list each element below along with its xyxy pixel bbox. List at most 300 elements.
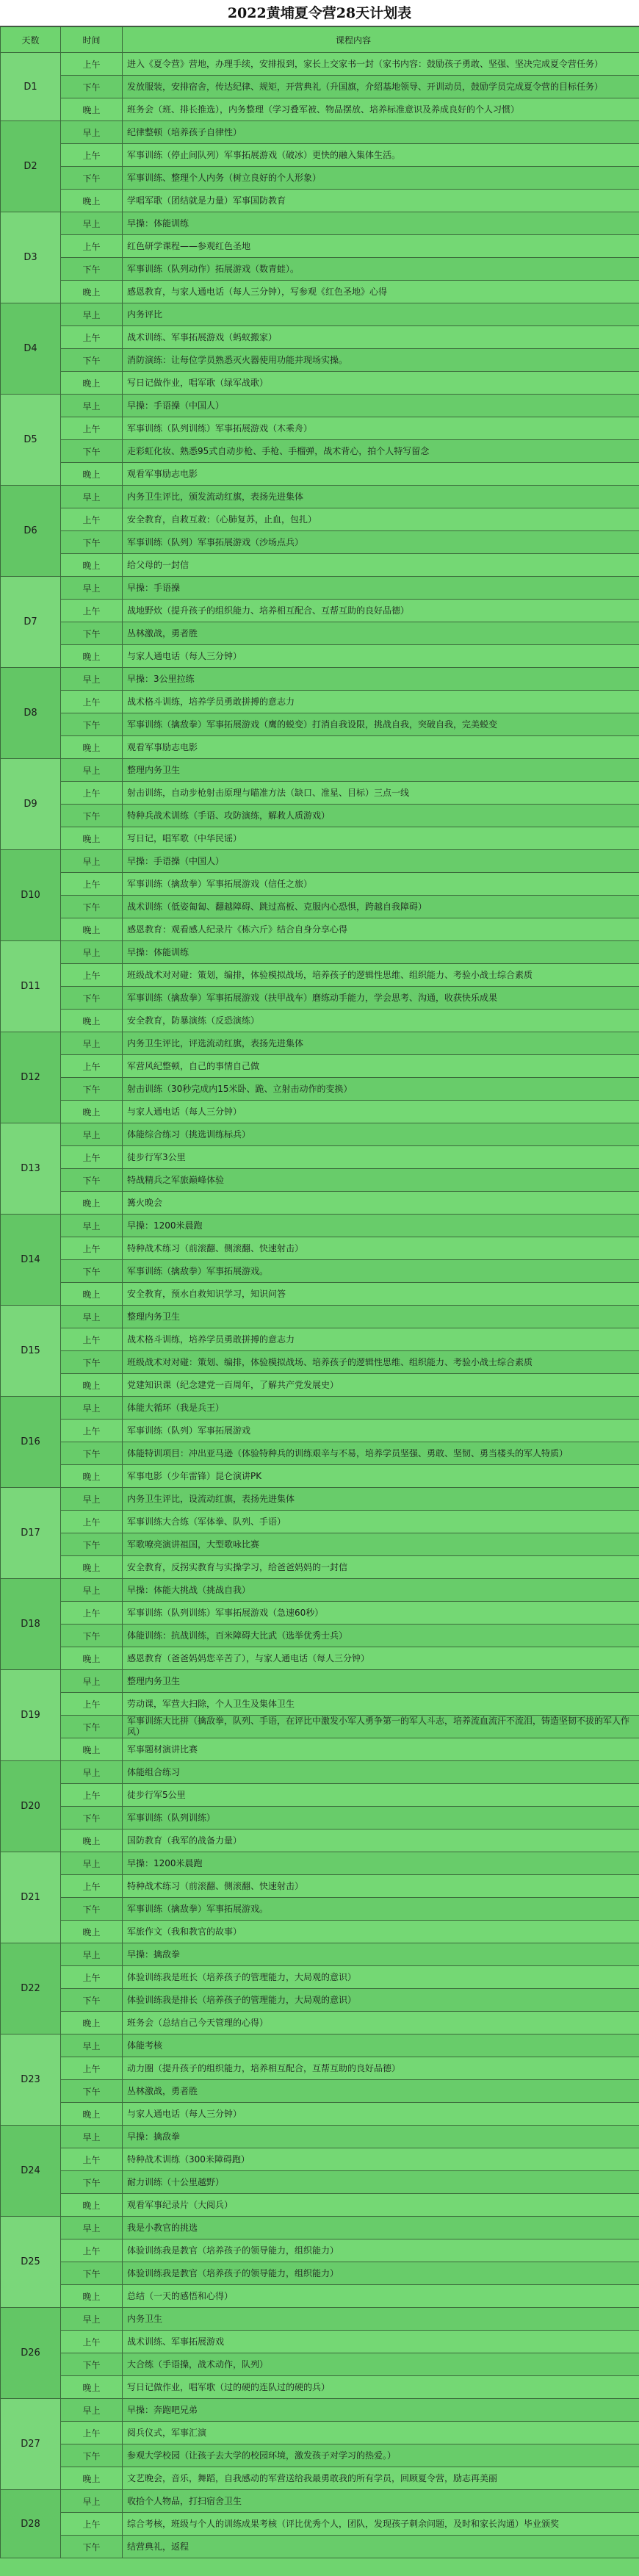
- table-row: [1, 645, 639, 668]
- time-slot-cell: 晚上: [61, 2376, 123, 2399]
- table-row: [1, 2536, 639, 2558]
- time-slot-cell: 晚上: [61, 2012, 123, 2034]
- course-content-cell: 军事训练（擒敌拳）军事拓展游戏（鹰的蜕变）打消自我设限，挑战自我，突破自我，完美蜕变: [123, 713, 639, 736]
- time-slot-cell: 下午: [61, 1625, 123, 1647]
- time-slot-cell: 上午: [61, 235, 123, 258]
- table-header: [1, 27, 639, 53]
- time-slot-cell: 下午: [61, 1442, 123, 1465]
- day-cell: D12: [1, 1032, 61, 1123]
- table-row: [1, 1693, 639, 1716]
- table-row: [1, 1215, 639, 1237]
- table-row: [1, 2103, 639, 2126]
- course-content-cell: 军事电影（少年雷锋）昆仑演讲PK: [123, 1465, 639, 1488]
- course-content-cell: 与家人通电话（每人三分钟）: [123, 1101, 639, 1123]
- time-slot-cell: 晚上: [61, 281, 123, 303]
- table-row: [1, 622, 639, 645]
- course-content-cell: 整理内务卫生: [123, 1306, 639, 1328]
- table-row: [1, 2034, 639, 2057]
- course-content-cell: 观看军事励志电影: [123, 463, 639, 486]
- course-content-cell: 国防教育（我军的战备力量）: [123, 1830, 639, 1852]
- course-content-cell: 整理内务卫生: [123, 1670, 639, 1693]
- table-row: [1, 76, 639, 98]
- day-cell: D2: [1, 121, 61, 212]
- time-slot-cell: 晚上: [61, 1830, 123, 1852]
- course-content-cell: 军事训练（队列）军事拓展游戏: [123, 1420, 639, 1442]
- course-content-cell: 军事训练（擒敌拳）军事拓展游戏。: [123, 1898, 639, 1921]
- table-row: [1, 2376, 639, 2399]
- course-content-cell: 丛林激战，勇者胜: [123, 2080, 639, 2103]
- day-cell: D5: [1, 395, 61, 486]
- schedule-table: [0, 26, 639, 2558]
- time-slot-cell: 早上: [61, 395, 123, 417]
- time-slot-cell: 晚上: [61, 1647, 123, 1670]
- course-content-cell: 进入《夏令营》营地，办理手续，安排报到，家长上交家书一封（家书内容：鼓励孩子勇敢、坚强、坚决完成夏令营任务）: [123, 53, 639, 76]
- course-content-cell: 军事训练（擒敌拳）军事拓展游戏（扶甲战车）磨练动手能力，学会思考、沟通，收获快乐成果: [123, 987, 639, 1010]
- time-slot-cell: 晚上: [61, 554, 123, 577]
- day-cell: D3: [1, 212, 61, 303]
- time-slot-cell: 上午: [61, 326, 123, 349]
- course-content-cell: 内务卫生评比，评选流动红旗，表扬先进集体: [123, 1032, 639, 1055]
- course-content-cell: 战术格斗训练，培养学员勇敢拼搏的意志力: [123, 1328, 639, 1351]
- time-slot-cell: 早上: [61, 486, 123, 508]
- table-row: [1, 941, 639, 964]
- table-row: [1, 53, 639, 76]
- time-slot-cell: 晚上: [61, 2285, 123, 2308]
- time-slot-cell: 上午: [61, 2513, 123, 2536]
- table-row: [1, 2422, 639, 2444]
- table-row: [1, 235, 639, 258]
- course-content-cell: 体验训练我是班长（培养孩子的管理能力，大局观的意识）: [123, 1966, 639, 1989]
- table-row: [1, 805, 639, 827]
- day-cell: D8: [1, 668, 61, 759]
- day-cell: D7: [1, 577, 61, 668]
- table-row: [1, 212, 639, 235]
- course-content-cell: 军事训练（擒敌拳）军事拓展游戏（信任之旅）: [123, 873, 639, 896]
- table-row: [1, 577, 639, 600]
- table-row: [1, 2353, 639, 2376]
- time-slot-cell: 下午: [61, 805, 123, 827]
- course-content-cell: 体能训练：抗战训练，百米障碍大比武（选举优秀士兵）: [123, 1625, 639, 1647]
- table-row: [1, 1511, 639, 1533]
- time-slot-cell: 上午: [61, 1511, 123, 1533]
- time-slot-cell: 下午: [61, 2080, 123, 2103]
- course-content-cell: 学唱军歌（团结就是力量）军事国防教育: [123, 190, 639, 212]
- time-slot-cell: 上午: [61, 2331, 123, 2353]
- header-day: 天数: [1, 27, 61, 53]
- course-content-cell: 徒步行军5公里: [123, 1784, 639, 1807]
- table-row: [1, 1738, 639, 1761]
- time-slot-cell: 上午: [61, 1146, 123, 1169]
- time-slot-cell: 上午: [61, 53, 123, 76]
- course-content-cell: 特种兵战术训练（手语、攻防演练，解救人质游戏）: [123, 805, 639, 827]
- time-slot-cell: 晚上: [61, 1374, 123, 1397]
- day-cell: D23: [1, 2034, 61, 2126]
- time-slot-cell: 下午: [61, 1807, 123, 1830]
- time-slot-cell: 晚上: [61, 98, 123, 121]
- table-row: [1, 2057, 639, 2080]
- table-row: [1, 372, 639, 395]
- time-slot-cell: 上午: [61, 1602, 123, 1625]
- course-content-cell: 写日记做作业，唱军歌（绿军战歌）: [123, 372, 639, 395]
- header-slot: 时间: [61, 27, 123, 53]
- course-content-cell: 观看军事励志电影: [123, 736, 639, 759]
- time-slot-cell: 下午: [61, 1533, 123, 1556]
- table-row: [1, 2126, 639, 2148]
- course-content-cell: 大合练（手语操，战术动作，队列）: [123, 2353, 639, 2376]
- table-row: [1, 463, 639, 486]
- table-row: [1, 554, 639, 577]
- table-row: [1, 1898, 639, 1921]
- table-row: [1, 1374, 639, 1397]
- time-slot-cell: 早上: [61, 2126, 123, 2148]
- time-slot-cell: 早上: [61, 941, 123, 964]
- course-content-cell: 劳动课，军营大扫除，个人卫生及集体卫生: [123, 1693, 639, 1716]
- course-content-cell: 军营风纪整顿，自己的事情自己做: [123, 1055, 639, 1078]
- time-slot-cell: 早上: [61, 2034, 123, 2057]
- time-slot-cell: 晚上: [61, 1283, 123, 1306]
- time-slot-cell: 早上: [61, 759, 123, 782]
- day-cell: D24: [1, 2126, 61, 2217]
- course-content-cell: 特种战术练习（前滚翻、侧滚翻、快速射击）: [123, 1237, 639, 1260]
- course-content-cell: 军事训练大合练（军体拳、队列、手语）: [123, 1511, 639, 1533]
- day-cell: D22: [1, 1943, 61, 2034]
- course-content-cell: 班级战术对对碰：策划、编排，体验模拟战场、培养孩子的逻辑性思维、组织能力、考验小战士综合素质: [123, 1351, 639, 1374]
- course-content-cell: 体能考核: [123, 2034, 639, 2057]
- table-row: [1, 918, 639, 941]
- table-row: [1, 2080, 639, 2103]
- table-row: [1, 395, 639, 417]
- table-row: [1, 417, 639, 440]
- time-slot-cell: 早上: [61, 2490, 123, 2513]
- time-slot-cell: 下午: [61, 167, 123, 190]
- table-row: [1, 691, 639, 713]
- time-slot-cell: 早上: [61, 2308, 123, 2331]
- day-cell: D10: [1, 850, 61, 941]
- course-content-cell: 安全教育，防暴演练（反恐演练）: [123, 1010, 639, 1032]
- table-row: [1, 2285, 639, 2308]
- time-slot-cell: 上午: [61, 144, 123, 167]
- table-row: [1, 2239, 639, 2262]
- course-content-cell: 特战精兵之军旅巅峰体验: [123, 1169, 639, 1192]
- table-row: [1, 440, 639, 463]
- course-content-cell: 特种战术训练（300米障碍跑）: [123, 2148, 639, 2171]
- time-slot-cell: 早上: [61, 1852, 123, 1875]
- time-slot-cell: 上午: [61, 1328, 123, 1351]
- course-content-cell: 军事训练（队列动作）拓展游戏（数青蛙）。: [123, 258, 639, 281]
- course-content-cell: 与家人通电话（每人三分钟）: [123, 645, 639, 668]
- time-slot-cell: 下午: [61, 622, 123, 645]
- table-row: [1, 98, 639, 121]
- time-slot-cell: 上午: [61, 2148, 123, 2171]
- time-slot-cell: 晚上: [61, 1738, 123, 1761]
- day-cell: D4: [1, 303, 61, 395]
- day-cell: D11: [1, 941, 61, 1032]
- course-content-cell: 早操：擒敌拳: [123, 1943, 639, 1966]
- table-row: [1, 827, 639, 850]
- table-row: [1, 668, 639, 691]
- course-content-cell: 早操：手语操（中国人）: [123, 395, 639, 417]
- table-row: [1, 2308, 639, 2331]
- time-slot-cell: 早上: [61, 1397, 123, 1420]
- table-row: [1, 1602, 639, 1625]
- table-row: [1, 1078, 639, 1101]
- day-cell: D14: [1, 1215, 61, 1306]
- table-row: [1, 144, 639, 167]
- day-cell: D21: [1, 1852, 61, 1943]
- time-slot-cell: 上午: [61, 1875, 123, 1898]
- time-slot-cell: 晚上: [61, 2194, 123, 2217]
- course-content-cell: 体能大循环（我是兵王）: [123, 1397, 639, 1420]
- course-content-cell: 班务会（总结自己今天管理的心得）: [123, 2012, 639, 2034]
- course-content-cell: 体能综合练习（挑选训练标兵）: [123, 1123, 639, 1146]
- course-content-cell: 感恩教育：观看感人纪录片《栋六斤》结合自身分享心得: [123, 918, 639, 941]
- table-row: [1, 1647, 639, 1670]
- day-cell: D28: [1, 2490, 61, 2558]
- table-row: [1, 1351, 639, 1374]
- table-row: [1, 1192, 639, 1215]
- course-content-cell: 观看军事纪录片（大阅兵）: [123, 2194, 639, 2217]
- table-row: [1, 782, 639, 805]
- course-content-cell: 篝火晚会: [123, 1192, 639, 1215]
- table-body: [1, 53, 639, 2558]
- day-cell: D9: [1, 759, 61, 850]
- time-slot-cell: 下午: [61, 987, 123, 1010]
- table-row: [1, 1420, 639, 1442]
- time-slot-cell: 下午: [61, 440, 123, 463]
- course-content-cell: 射击训练（30秒完成内15米卧、跪、立射击动作的变换）: [123, 1078, 639, 1101]
- course-content-cell: 安全教育，自救互救：（心肺复苏，止血，包扎）: [123, 508, 639, 531]
- time-slot-cell: 早上: [61, 121, 123, 144]
- course-content-cell: 军事训练大比拼（擒敌拳，队列、手语，在评比中激发小军人勇争第一的军人斗志，培养流血流汗不流泪，铸造坚韧不拔的军人作风）: [123, 1716, 639, 1738]
- time-slot-cell: 早上: [61, 1488, 123, 1511]
- time-slot-cell: 上午: [61, 873, 123, 896]
- course-content-cell: 体能组合练习: [123, 1761, 639, 1784]
- course-content-cell: 写日记做作业，唱军歌（过的硬的连队过的硬的兵）: [123, 2376, 639, 2399]
- table-row: [1, 326, 639, 349]
- table-row: [1, 1055, 639, 1078]
- time-slot-cell: 早上: [61, 1943, 123, 1966]
- table-row: [1, 759, 639, 782]
- time-slot-cell: 晚上: [61, 918, 123, 941]
- time-slot-cell: 晚上: [61, 1465, 123, 1488]
- table-row: [1, 1328, 639, 1351]
- time-slot-cell: 晚上: [61, 2103, 123, 2126]
- table-row: [1, 121, 639, 144]
- day-cell: D17: [1, 1488, 61, 1579]
- table-row: [1, 2194, 639, 2217]
- time-slot-cell: 晚上: [61, 827, 123, 850]
- course-content-cell: 早操：手语操: [123, 577, 639, 600]
- table-row: [1, 1123, 639, 1146]
- course-content-cell: 早操：体能训练: [123, 212, 639, 235]
- table-row: [1, 1807, 639, 1830]
- table-row: [1, 258, 639, 281]
- course-content-cell: 红色研学课程——参观红色圣地: [123, 235, 639, 258]
- course-content-cell: 整理内务卫生: [123, 759, 639, 782]
- time-slot-cell: 下午: [61, 713, 123, 736]
- table-row: [1, 1989, 639, 2012]
- day-cell: D1: [1, 53, 61, 121]
- course-content-cell: 军旅作文（我和教官的故事）: [123, 1921, 639, 1943]
- table-row: [1, 1283, 639, 1306]
- table-row: [1, 1488, 639, 1511]
- time-slot-cell: 下午: [61, 2353, 123, 2376]
- course-content-cell: 文艺晚会，音乐，舞蹈，自我感动的军营送给我最勇敢我的所有学员，回顾夏令营，励志再美丽: [123, 2467, 639, 2490]
- course-content-cell: 战地野炊（提升孩子的组织能力、培养相互配合、互帮互助的良好品德）: [123, 600, 639, 622]
- table-row: [1, 1260, 639, 1283]
- time-slot-cell: 早上: [61, 1670, 123, 1693]
- table-row: [1, 303, 639, 326]
- table-row: [1, 1397, 639, 1420]
- time-slot-cell: 下午: [61, 1078, 123, 1101]
- course-content-cell: 纪律整顿（培养孩子自律性）: [123, 121, 639, 144]
- table-row: [1, 1852, 639, 1875]
- table-row: [1, 987, 639, 1010]
- time-slot-cell: 晚上: [61, 1010, 123, 1032]
- time-slot-cell: 上午: [61, 964, 123, 987]
- time-slot-cell: 上午: [61, 691, 123, 713]
- time-slot-cell: 晚上: [61, 1921, 123, 1943]
- table-row: [1, 2217, 639, 2239]
- time-slot-cell: 早上: [61, 1215, 123, 1237]
- table-row: [1, 964, 639, 987]
- table-row: [1, 1010, 639, 1032]
- course-content-cell: 射击训练，自动步枪射击原理与瞄准方法（缺口、准星、目标）三点一线: [123, 782, 639, 805]
- course-content-cell: 体验训练我是排长（培养孩子的管理能力，大局观的意识）: [123, 1989, 639, 2012]
- time-slot-cell: 下午: [61, 1260, 123, 1283]
- time-slot-cell: 早上: [61, 2217, 123, 2239]
- day-cell: D18: [1, 1579, 61, 1670]
- course-content-cell: 党建知识课（纪念建党一百周年，了解共产党发展史）: [123, 1374, 639, 1397]
- table-row: [1, 2513, 639, 2536]
- time-slot-cell: 早上: [61, 2399, 123, 2422]
- table-row: [1, 2331, 639, 2353]
- course-content-cell: 早操：3公里拉练: [123, 668, 639, 691]
- time-slot-cell: 下午: [61, 1351, 123, 1374]
- course-content-cell: 军事训练（队列训练）军事拓展游戏（急速60秒）: [123, 1602, 639, 1625]
- course-content-cell: 早操：奔跑吧兄弟: [123, 2399, 639, 2422]
- time-slot-cell: 上午: [61, 600, 123, 622]
- table-row: [1, 281, 639, 303]
- table-row: [1, 531, 639, 554]
- course-content-cell: 安全教育，反拐实教育与实操学习，给爸爸妈妈的一封信: [123, 1556, 639, 1579]
- time-slot-cell: 下午: [61, 76, 123, 98]
- time-slot-cell: 上午: [61, 2239, 123, 2262]
- table-row: [1, 167, 639, 190]
- table-row: [1, 1670, 639, 1693]
- course-content-cell: 给父母的一封信: [123, 554, 639, 577]
- course-content-cell: 军事训练（队列）军事拓展游戏（沙场点兵）: [123, 531, 639, 554]
- day-cell: D26: [1, 2308, 61, 2399]
- course-content-cell: 早操：手语操（中国人）: [123, 850, 639, 873]
- table-row: [1, 1579, 639, 1602]
- time-slot-cell: 早上: [61, 668, 123, 691]
- course-content-cell: 军事训练（队列训练）: [123, 1807, 639, 1830]
- table-row: [1, 2171, 639, 2194]
- time-slot-cell: 上午: [61, 417, 123, 440]
- table-row: [1, 1761, 639, 1784]
- course-content-cell: 体能特训项目：冲出亚马逊（体验特种兵的训练艰辛与不易，培养学员坚强、勇敢、坚韧、勇当楼头的军人特质）: [123, 1442, 639, 1465]
- table-row: [1, 1032, 639, 1055]
- course-content-cell: 军歌嘹亮演讲祖国，大型歌咏比赛: [123, 1533, 639, 1556]
- table-row: [1, 2262, 639, 2285]
- course-content-cell: 感恩教育（爸爸妈妈您辛苦了），与家人通电话（每人三分钟）: [123, 1647, 639, 1670]
- course-content-cell: 体验训练我是教官（培养孩子的领导能力，组织能力）: [123, 2239, 639, 2262]
- table-row: [1, 1169, 639, 1192]
- time-slot-cell: 下午: [61, 2444, 123, 2467]
- course-content-cell: 内务卫生评比，设流动红旗，表扬先进集体: [123, 1488, 639, 1511]
- course-content-cell: 结营典礼，返程: [123, 2536, 639, 2558]
- course-content-cell: 战术训练、军事拓展游戏（蚂蚁搬家）: [123, 326, 639, 349]
- table-row: [1, 1306, 639, 1328]
- table-row: [1, 1966, 639, 1989]
- course-content-cell: 军事训练、整理个人内务（树立良好的个人形象）: [123, 167, 639, 190]
- table-row: [1, 2490, 639, 2513]
- course-content-cell: 内务卫生: [123, 2308, 639, 2331]
- time-slot-cell: 晚上: [61, 463, 123, 486]
- course-content-cell: 军事训练（队列训练）军事拓展游戏（木乘舟）: [123, 417, 639, 440]
- table-row: [1, 1716, 639, 1738]
- time-slot-cell: 下午: [61, 1716, 123, 1738]
- table-row: [1, 1921, 639, 1943]
- course-content-cell: 特种战术练习（前滚翻、侧滚翻、快速射击）: [123, 1875, 639, 1898]
- course-content-cell: 动力圈（提升孩子的组织能力，培养相互配合，互帮互助的良好品德）: [123, 2057, 639, 2080]
- course-content-cell: 内务卫生评比，颁发流动红旗，表扬先进集体: [123, 486, 639, 508]
- course-content-cell: 战术格斗训练，培养学员勇敢拼搏的意志力: [123, 691, 639, 713]
- time-slot-cell: 早上: [61, 1032, 123, 1055]
- time-slot-cell: 早上: [61, 1123, 123, 1146]
- course-content-cell: 与家人通电话（每人三分钟）: [123, 2103, 639, 2126]
- time-slot-cell: 上午: [61, 2057, 123, 2080]
- time-slot-cell: 早上: [61, 1579, 123, 1602]
- time-slot-cell: 晚上: [61, 1192, 123, 1215]
- table-row: [1, 1875, 639, 1898]
- course-content-cell: 体验训练我是教官（培养孩子的领导能力，组织能力）: [123, 2262, 639, 2285]
- course-content-cell: 军事训练（停止间队列）军事拓展游戏（破冰）更快的融入集体生活。: [123, 144, 639, 167]
- time-slot-cell: 上午: [61, 508, 123, 531]
- course-content-cell: 安全教育，预水自救知识学习，知识问答: [123, 1283, 639, 1306]
- day-cell: D15: [1, 1306, 61, 1397]
- course-content-cell: 早操：1200米晨跑: [123, 1215, 639, 1237]
- table-row: [1, 1784, 639, 1807]
- table-row: [1, 1146, 639, 1169]
- course-content-cell: 总结（一天的感悟和心得）: [123, 2285, 639, 2308]
- course-content-cell: 发放服装，安排宿舍，传达纪律、规矩，开营典礼（升国旗，介绍基地领导、开训动员，鼓励学员完成夏令营的目标任务）: [123, 76, 639, 98]
- table-row: [1, 1237, 639, 1260]
- course-content-cell: 早操：擒敌拳: [123, 2126, 639, 2148]
- course-content-cell: 感恩教育，与家人通电话（每人三分钟），写参观《红色圣地》心得: [123, 281, 639, 303]
- time-slot-cell: 早上: [61, 1761, 123, 1784]
- day-cell: D19: [1, 1670, 61, 1761]
- time-slot-cell: 下午: [61, 2262, 123, 2285]
- table-row: [1, 349, 639, 372]
- table-row: [1, 190, 639, 212]
- time-slot-cell: 晚上: [61, 190, 123, 212]
- time-slot-cell: 下午: [61, 1898, 123, 1921]
- header-row: [1, 27, 639, 53]
- course-content-cell: 早操：体能训练: [123, 941, 639, 964]
- time-slot-cell: 上午: [61, 2422, 123, 2444]
- table-row: [1, 1830, 639, 1852]
- time-slot-cell: 下午: [61, 2171, 123, 2194]
- time-slot-cell: 下午: [61, 258, 123, 281]
- time-slot-cell: 早上: [61, 212, 123, 235]
- course-content-cell: 阅兵仪式，军事汇演: [123, 2422, 639, 2444]
- time-slot-cell: 下午: [61, 2536, 123, 2558]
- time-slot-cell: 晚上: [61, 645, 123, 668]
- time-slot-cell: 上午: [61, 1055, 123, 1078]
- time-slot-cell: 下午: [61, 896, 123, 918]
